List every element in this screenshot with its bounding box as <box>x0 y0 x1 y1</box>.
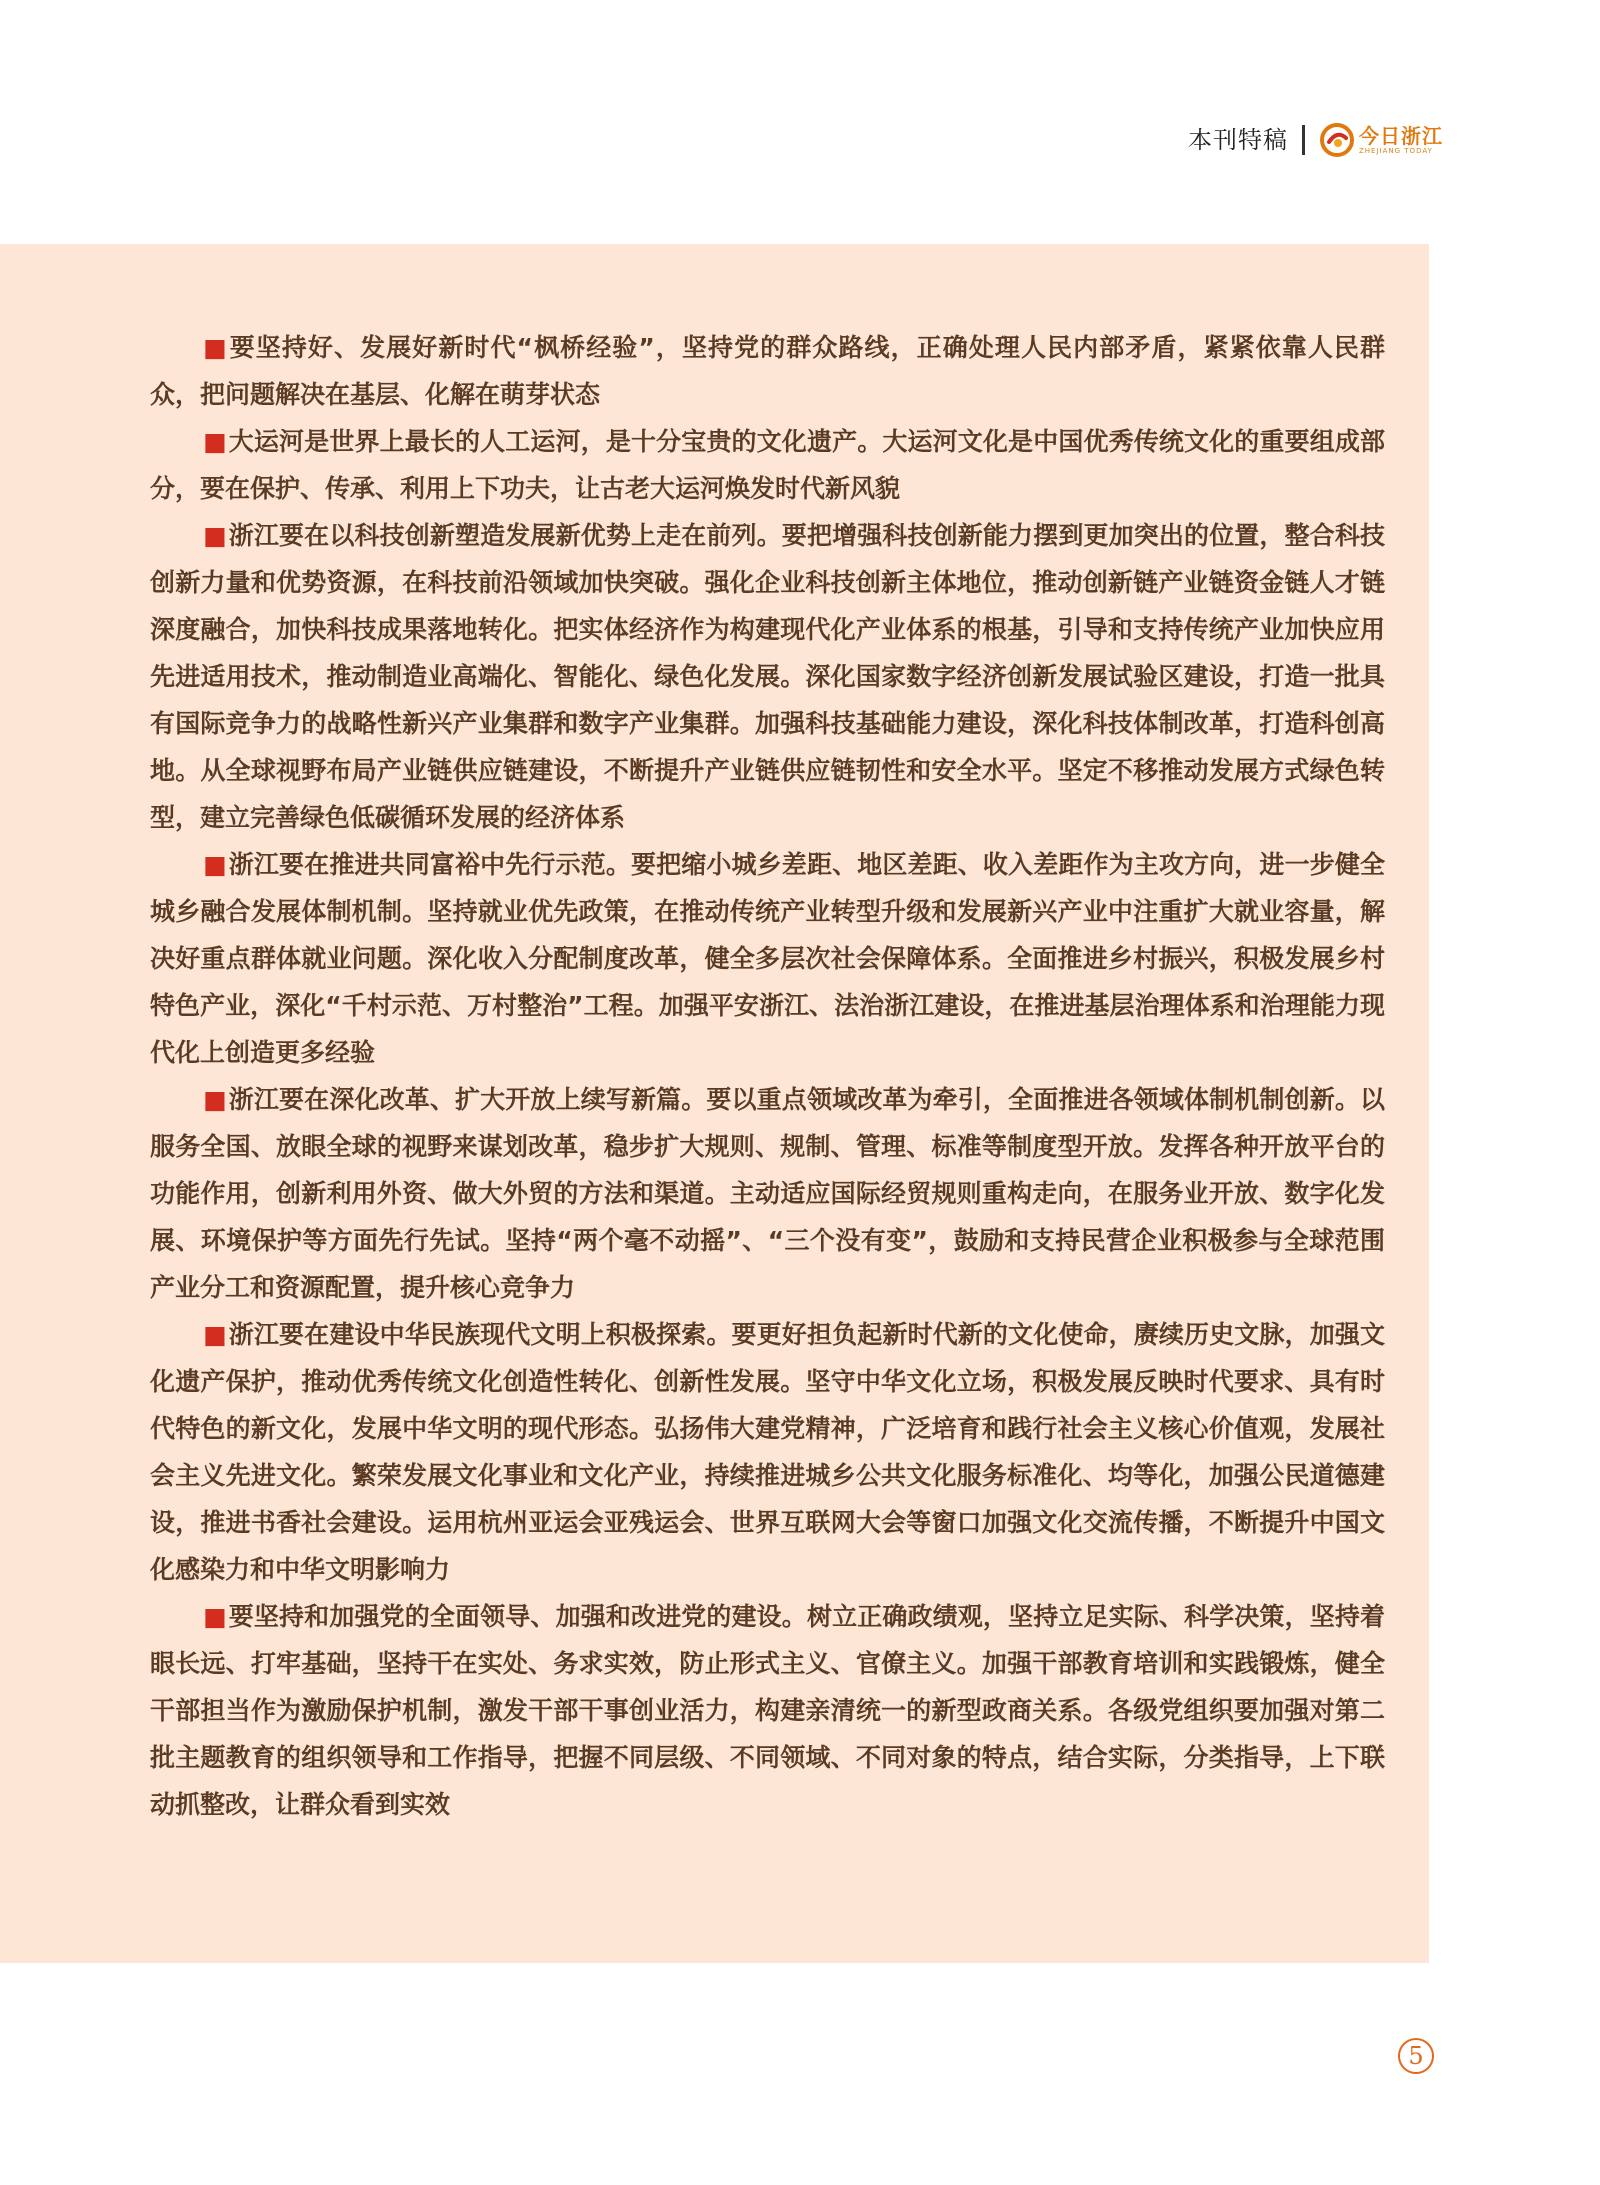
quote-text: 浙江要在推进共同富裕中先行示范。要把缩小城乡差距、地区差距、收入差距作为主攻方向，进一步健全城乡融合发展体制机制。坚持就业优先政策，在推动传统产业转型升级和发展新兴产业中注重扩大就业容量，解决好重点群体就业问题。深化收入分配制度改革，健全多层次社会保障体系。全面推进乡村振兴，积极发展乡村特色产业，深化“千村示范、万村整治”工程。加强平安浙江、法治浙江建设，在推进基层治理体系和治理能力现代化上创造更多经验 <box>150 850 1385 1067</box>
quote-text: 大运河是世界上最长的人工运河，是十分宝贵的文化遗产。大运河文化是中国优秀传统文化的重要组成部分，要在保护、传承、利用上下功夫，让古老大运河焕发时代新风貌 <box>150 427 1385 503</box>
page-number: 5 <box>1398 2038 1434 2074</box>
quote-text: 要坚持好、发展好新时代“枫桥经验”，坚持党的群众路线，正确处理人民内部矛盾，紧紧依靠人民群众，把问题解决在基层、化解在萌芽状态 <box>150 333 1385 409</box>
quote-paragraph <box>150 1076 1385 1311</box>
brand-name-en: ZHEJIANG TODAY <box>1359 146 1433 155</box>
page-header <box>1188 118 1443 162</box>
quote-paragraph <box>150 324 1385 418</box>
square-bullet-icon: ■ <box>203 1320 227 1349</box>
square-bullet-icon: ■ <box>203 521 227 550</box>
quote-panel <box>0 244 1429 1963</box>
quote-text: 要坚持和加强党的全面领导、加强和改进党的建设。树立正确政绩观，坚持立足实际、科学决策，坚持着眼长远、打牢基础，坚持干在实处、务求实效，防止形式主义、官僚主义。加强干部教育培训和实践锻炼，健全干部担当作为激励保护机制，激发干部干事创业活力，构建亲清统一的新型政商关系。各级党组织要加强对第二批主题教育的组织领导和工作指导，把握不同层级、不同领域、不同对象的特点，结合实际，分类指导，上下联动抓整改，让群众看到实效 <box>150 1602 1385 1819</box>
brand-logo <box>1319 122 1443 158</box>
quote-paragraph <box>150 1593 1385 1828</box>
section-label: 本刊特稿 <box>1188 126 1288 154</box>
quote-paragraph <box>150 418 1385 512</box>
brand-text <box>1359 123 1443 155</box>
square-bullet-icon: ■ <box>203 1602 227 1631</box>
quote-paragraph <box>150 1311 1385 1593</box>
quote-list <box>150 324 1385 1828</box>
square-bullet-icon: ■ <box>203 427 227 456</box>
square-bullet-icon: ■ <box>203 1085 227 1114</box>
square-bullet-icon: ■ <box>203 850 227 879</box>
quote-text: 浙江要在以科技创新塑造发展新优势上走在前列。要把增强科技创新能力摆到更加突出的位置，整合科技创新力量和优势资源，在科技前沿领域加快突破。强化企业科技创新主体地位，推动创新链产业链资金链人才链深度融合，加快科技成果落地转化。把实体经济作为构建现代化产业体系的根基，引导和支持传统产业加快应用先进适用技术，推动制造业高端化、智能化、绿色化发展。深化国家数字经济创新发展试验区建设，打造一批具有国际竞争力的战略性新兴产业集群和数字产业集群。加强科技基础能力建设，深化科技体制改革，打造科创高地。从全球视野布局产业链供应链建设，不断提升产业链供应链韧性和安全水平。坚定不移推动发展方式绿色转型，建立完善绿色低碳循环发展的经济体系 <box>150 521 1385 832</box>
quote-paragraph <box>150 512 1385 841</box>
header-divider <box>1302 125 1305 155</box>
quote-text: 浙江要在深化改革、扩大开放上续写新篇。要以重点领域改革为牵引，全面推进各领域体制机制创新。以服务全国、放眼全球的视野来谋划改革，稳步扩大规则、规制、管理、标准等制度型开放。发挥各种开放平台的功能作用，创新利用外资、做大外贸的方法和渠道。主动适应国际经贸规则重构走向，在服务业开放、数字化发展、环境保护等方面先行先试。坚持“两个毫不动摇”、“三个没有变”，鼓励和支持民营企业积极参与全球范围产业分工和资源配置，提升核心竞争力 <box>150 1085 1385 1302</box>
square-bullet-icon: ■ <box>203 333 228 362</box>
zhejiang-today-logo-icon <box>1319 122 1355 158</box>
brand-name-cn: 今日浙江 <box>1359 123 1443 148</box>
quote-paragraph <box>150 841 1385 1076</box>
quote-text: 浙江要在建设中华民族现代文明上积极探索。要更好担负起新时代新的文化使命，赓续历史文脉，加强文化遗产保护，推动优秀传统文化创造性转化、创新性发展。坚守中华文化立场，积极发展反映时代要求、具有时代特色的新文化，发展中华文明的现代形态。弘扬伟大建党精神，广泛培育和践行社会主义核心价值观，发展社会主义先进文化。繁荣发展文化事业和文化产业，持续推进城乡公共文化服务标准化、均等化，加强公民道德建设，推进书香社会建设。运用杭州亚运会亚残运会、世界互联网大会等窗口加强文化交流传播，不断提升中国文化感染力和中华文明影响力 <box>150 1320 1385 1584</box>
